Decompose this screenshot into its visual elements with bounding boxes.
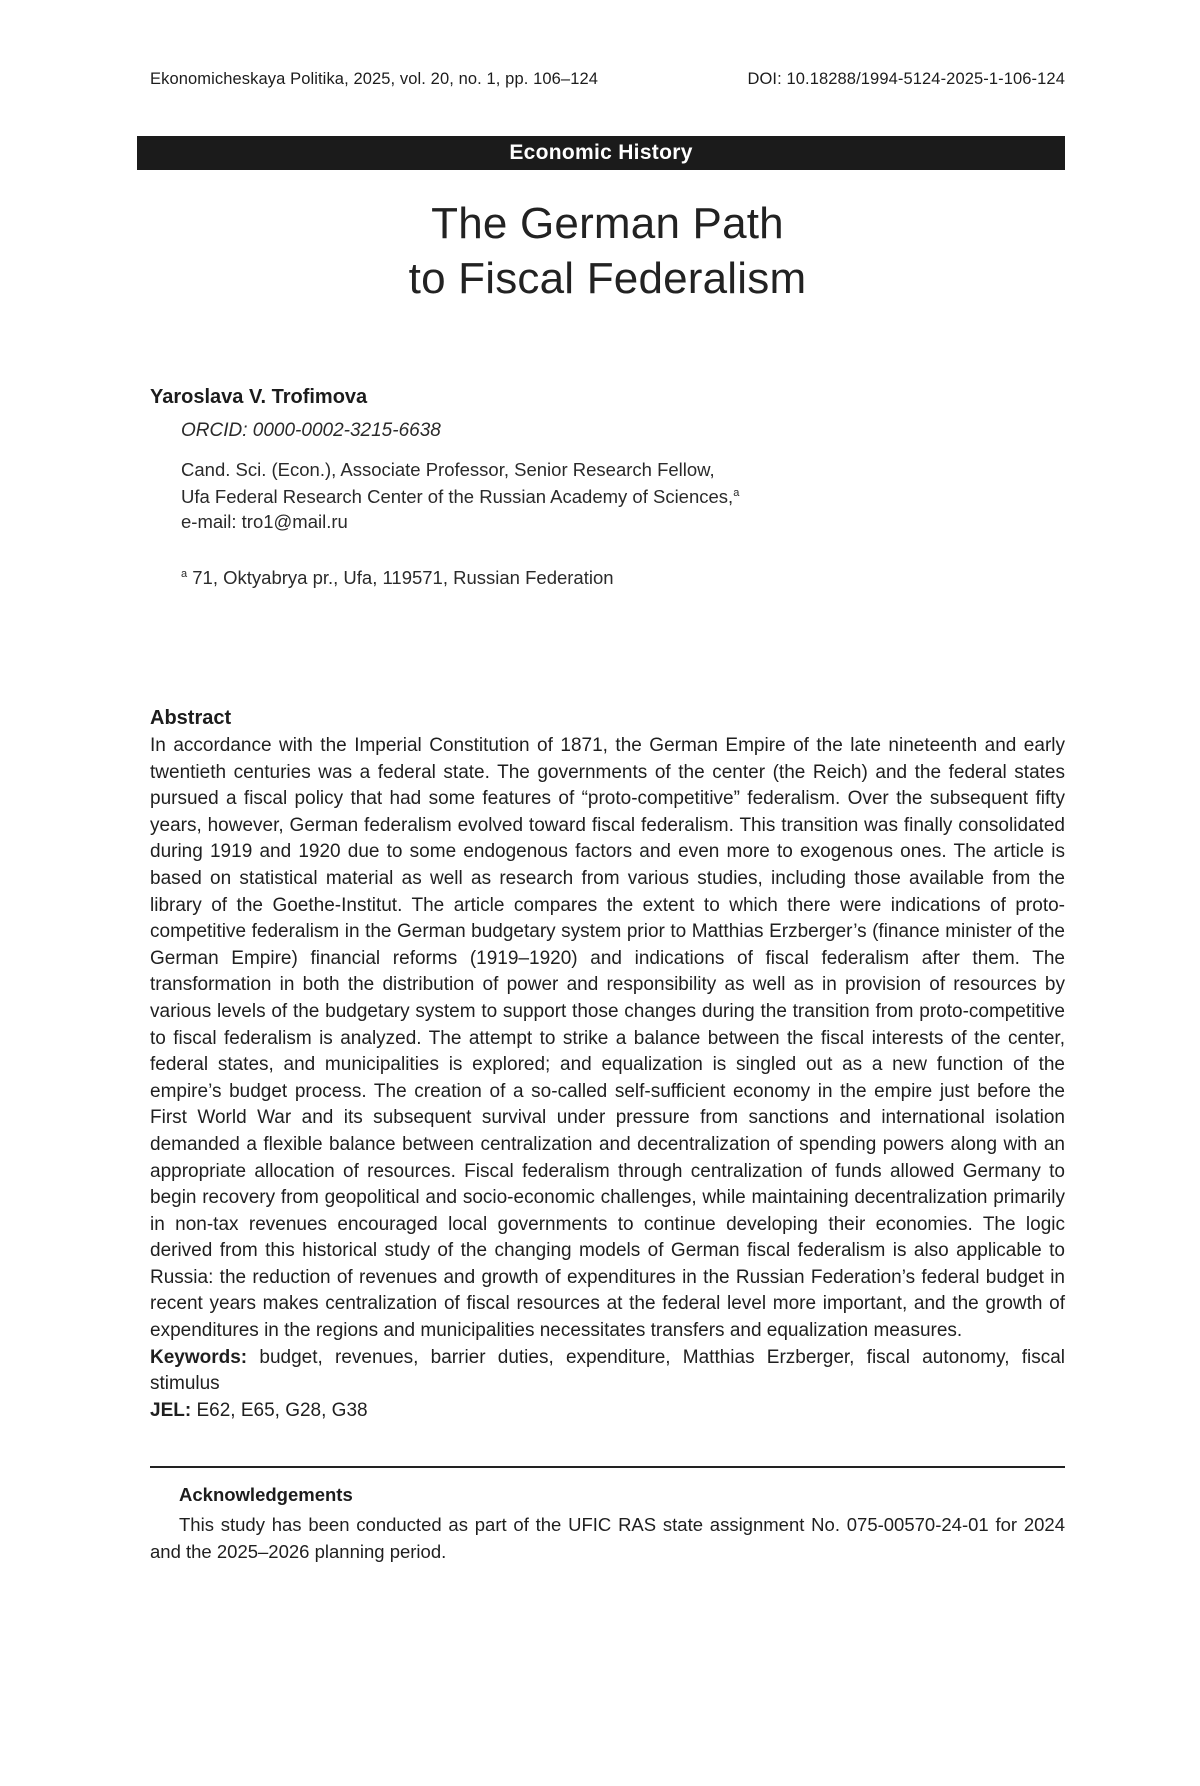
jel-line	[150, 1398, 1065, 1425]
keywords-label: Keywords:	[150, 1346, 248, 1368]
acknowledgements-section	[150, 1484, 1065, 1565]
article-title	[150, 196, 1065, 306]
address-footnote-text: 71, Oktyabrya pr., Ufa, 119571, Russian Federation	[192, 567, 614, 588]
author-email: e-mail: tro1@mail.ru	[181, 511, 348, 532]
doi-text: DOI: 10.18288/1994-5124-2025-1-106-124	[747, 70, 1065, 88]
acknowledgements-divider	[150, 1466, 1065, 1468]
author-name: Yaroslava V. Trofimova	[150, 386, 368, 408]
abstract-section	[150, 707, 1065, 1424]
jel-codes: E62, E65, G28, G38	[196, 1399, 368, 1421]
author-orcid: ORCID: 0000-0002-3215-6638	[181, 420, 441, 441]
jel-label: JEL:	[150, 1399, 192, 1421]
acknowledgements-heading: Acknowledgements	[179, 1484, 353, 1506]
section-banner-label: Economic History	[509, 141, 693, 164]
affiliation-footnote-marker: a	[733, 486, 740, 499]
author-affiliation-line1: Cand. Sci. (Econ.), Associate Professor, Senior Research Fellow,	[181, 459, 715, 480]
abstract-text: In accordance with the Imperial Constitution of 1871, the German Empire of the late nineteenth and early twentieth centuries was a federal state. The governments of the center (the Reich) and the federal states pursued a fiscal policy that had some features of “proto-competitive” federalism. Over the subsequent fifty years, however, German federalism evolved toward fiscal federalism. This transition was finally consolidated during 1919 and 1920 due to some endogenous factors and even more to exogenous ones. The article is based on statistical material as well as research from various studies, including those available from the library of the Goethe-Institut. The article compares the extent to which there were indications of proto-competitive federalism in the German budgetary system prior to Matthias Erzberger’s (finance minister of the German Empire) financial reforms (1919–1920) and indications of fiscal federalism after them. The transformation in both the distribution of power and responsibility as well as in provision of resources by various levels of the budgetary system to support those changes during the transition from proto-competitive to fiscal federalism is analyzed. The attempt to strike a balance between the fiscal interests of the center, federal states, and municipalities is explored; and equalization is singled out as a new function of the empire’s budget process. The creation of a so-called self-sufficient economy in the empire just before the First World War and its subsequent survival under pressure from sanctions and international isolation demanded a flexible balance between centralization and decentralization of spending powers along with an appropriate allocation of resources. Fiscal federalism through centralization of funds allowed Germany to begin recovery from geopolitical and socio-economic challenges, while maintaining decentralization primarily in non-tax revenues encouraged local governments to continue developing their economies. The logic derived from this historical study of the changing models of German fiscal federalism is also applicable to Russia: the reduction of revenues and growth of expenditures in the Russian Federation’s federal budget in recent years makes centralization of fiscal resources at the federal level more important, and the growth of expenditures in the regions and municipalities necessitates transfers and equalization measures.	[150, 735, 1065, 1342]
address-footnote	[181, 567, 1065, 589]
keywords-line	[150, 1345, 1065, 1398]
abstract-heading: Abstract	[150, 707, 232, 729]
article-title-line1: The German Path	[431, 199, 784, 248]
address-footnote-marker: a	[181, 567, 188, 580]
journal-reference: Ekonomicheskaya Politika, 2025, vol. 20, no. 1, pp. 106–124	[150, 70, 599, 88]
acknowledgements-text: This study has been conducted as part of the UFIC RAS state assignment No. 075-00570-24-01 for 2024 and the 2025–2026 planning period.	[150, 1514, 1065, 1563]
page-header	[150, 70, 1065, 89]
author-affiliation	[181, 456, 1065, 510]
article-title-line2: to Fiscal Federalism	[408, 254, 807, 303]
keywords-text: budget, revenues, barrier duties, expenditure, Matthias Erzberger, fiscal autonomy, fiscal stimulus	[150, 1346, 1065, 1395]
author-block	[150, 386, 1065, 589]
author-affiliation-line2: Ufa Federal Research Center of the Russian Academy of Sciences,	[181, 486, 734, 507]
section-banner	[137, 136, 1065, 170]
author-details	[181, 420, 1065, 589]
